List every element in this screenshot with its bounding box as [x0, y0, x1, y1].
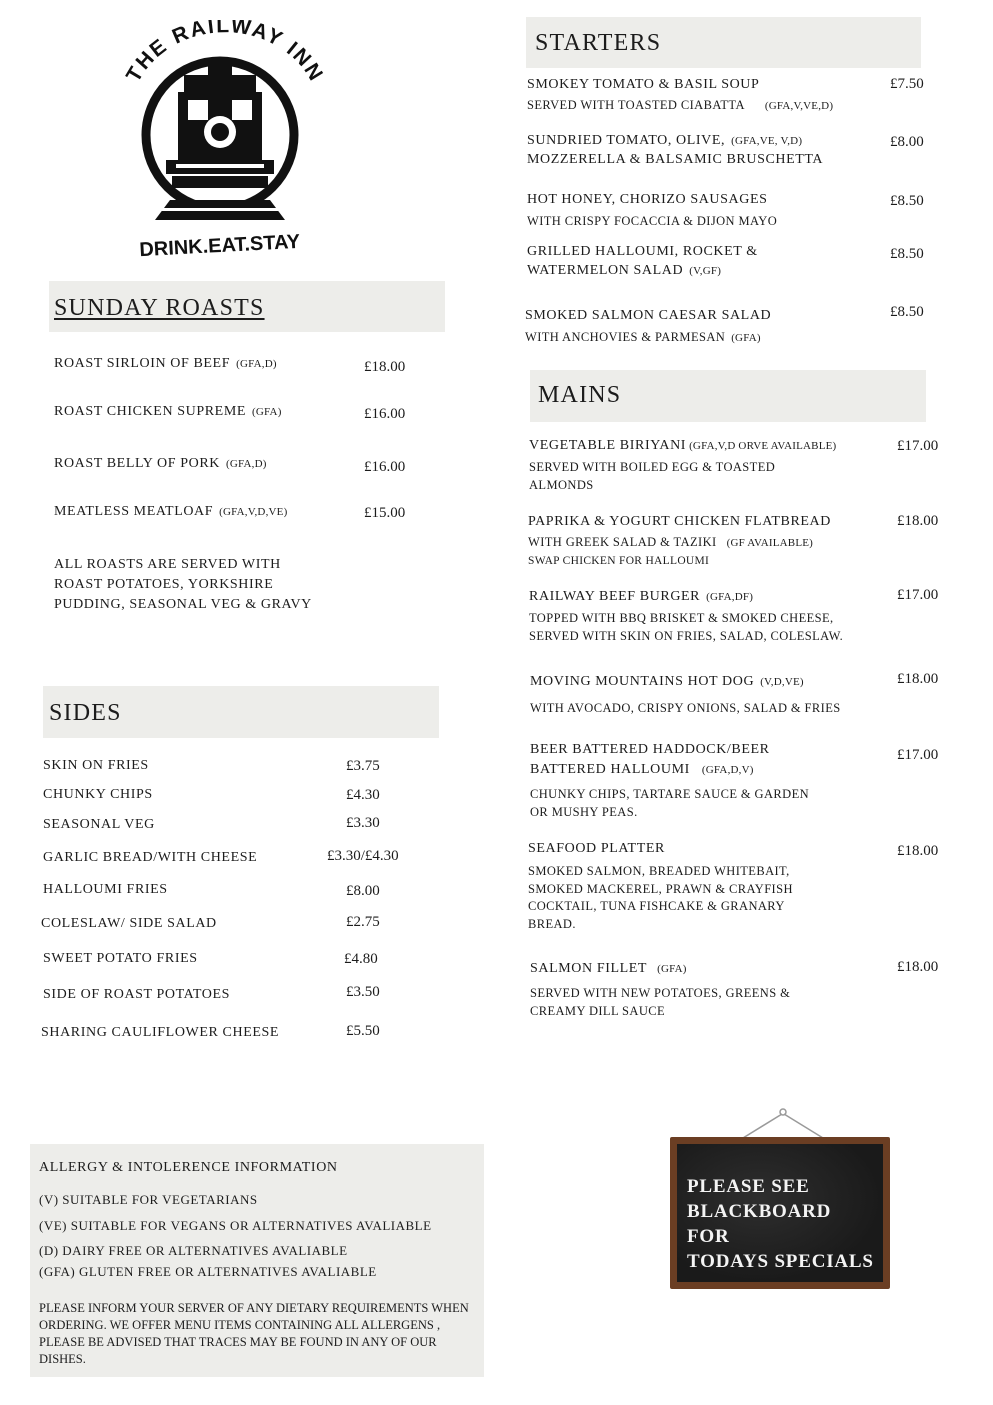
- starter-item-price: £8.00: [890, 134, 924, 150]
- side-item-name: SEASONAL VEG: [43, 817, 155, 832]
- side-item-price: £3.30: [346, 815, 380, 831]
- main-name-tag: (V,D,VE): [760, 676, 804, 688]
- roast-item-tag: (GFA): [252, 406, 282, 418]
- side-item-name: HALLOUMI FRIES: [43, 882, 168, 897]
- main-item-desc: [530, 984, 790, 1020]
- starter-item-name: SMOKED SALMON CAESAR SALAD: [525, 308, 772, 323]
- roast-item-name: ROAST SIRLOIN OF BEEF: [54, 356, 231, 371]
- roasts-serving-note: [54, 555, 312, 615]
- side-item-name: COLESLAW/ SIDE SALAD: [41, 916, 217, 931]
- allergy-line: (V) SUITABLE FOR VEGETARIANS: [39, 1192, 258, 1207]
- allergy-line: (GFA) GLUTEN FREE OR ALTERNATIVES AVALIABLE: [39, 1264, 377, 1279]
- main-name-text: MOVING MOUNTAINS HOT DOG: [530, 674, 755, 689]
- main-item-price: £17.00: [897, 747, 939, 763]
- main-item-name: PAPRIKA & YOGURT CHICKEN FLATBREAD: [528, 514, 831, 529]
- roast-item-tag: (GFA,V,D,VE): [219, 506, 288, 518]
- sunday-roasts-title: SUNDAY ROASTS: [54, 295, 265, 321]
- main-desc-line: OR MUSHY PEAS.: [530, 805, 638, 819]
- starter-item-price: £8.50: [890, 246, 924, 262]
- main-name-tag: (GFA,V,D ORVE AVAILABLE): [689, 440, 837, 452]
- allergy-line: (VE) SUITABLE FOR VEGANS OR ALTERNATIVES AVALIABLE: [39, 1218, 432, 1233]
- main-name2-tag: (GFA,D,V): [701, 764, 754, 776]
- sides-title: SIDES: [49, 700, 122, 726]
- main-item-name: BEER BATTERED HADDOCK/BEER: [530, 742, 770, 757]
- main-item-desc: [528, 533, 813, 552]
- starter-item-name: SMOKEY TOMATO & BASIL SOUP: [527, 77, 760, 92]
- roast-item: [54, 456, 267, 472]
- blackboard-line: PLEASE SEE: [687, 1176, 810, 1197]
- starter-item-desc: [525, 328, 761, 347]
- roasts-note-line: ALL ROASTS ARE SERVED WITH: [54, 557, 281, 572]
- starter-item-desc: WITH CRISPY FOCACCIA & DIJON MAYO: [527, 214, 778, 228]
- main-name-text: VEGETABLE BIRIYANI: [529, 438, 687, 453]
- starter-name2-text: WATERMELON SALAD: [527, 263, 684, 278]
- roast-item: [54, 356, 277, 372]
- blackboard-line: BLACKBOARD FOR: [687, 1201, 832, 1247]
- main-name2-text: BATTERED HALLOUMI: [530, 762, 690, 777]
- blackboard-line: TODAYS SPECIALS: [687, 1251, 874, 1272]
- main-name-tag: (GFA,DF): [706, 591, 754, 603]
- main-item-price: £18.00: [897, 513, 939, 529]
- starter-item-price: £8.50: [890, 304, 924, 320]
- side-item-name: SIDE OF ROAST POTATOES: [43, 987, 230, 1002]
- roast-item-price: £15.00: [364, 505, 406, 521]
- side-item-price: £8.00: [346, 883, 380, 899]
- main-desc-line: ALMONDS: [529, 478, 594, 492]
- roast-item-name: MEATLESS MEATLOAF: [54, 504, 214, 519]
- main-desc-line: CHUNKY CHIPS, TARTARE SAUCE & GARDEN: [530, 787, 810, 801]
- starter-name-tag: (GFA,VE, V,D): [731, 135, 803, 147]
- starter-item-desc: [527, 96, 833, 115]
- logo-tagline: DRINK.EAT.STAY: [138, 230, 301, 262]
- starter-item-price: £8.50: [890, 193, 924, 209]
- side-item-name: SWEET POTATO FRIES: [43, 951, 198, 966]
- main-item-desc: [530, 785, 809, 821]
- main-desc-line: SERVED WITH BOILED EGG & TOASTED: [529, 460, 776, 474]
- main-item-desc: [529, 458, 775, 494]
- side-item-name: SKIN ON FRIES: [43, 758, 149, 773]
- main-desc-tag: (GF AVAILABLE): [726, 537, 814, 549]
- starter-desc-text: WITH ANCHOVIES & PARMESAN: [525, 330, 726, 344]
- main-item-price: £18.00: [897, 843, 939, 859]
- blackboard-slate: [677, 1144, 883, 1282]
- main-desc-line: SERVED WITH SKIN ON FRIES, SALAD, COLESLAW.: [529, 629, 844, 643]
- allergy-info-box: [30, 1144, 484, 1377]
- starter-item-name: GRILLED HALLOUMI, ROCKET &: [527, 244, 758, 259]
- main-desc-line: TOPPED WITH BBQ BRISKET & SMOKED CHEESE,: [529, 611, 834, 625]
- roast-item-tag: (GFA,D): [236, 358, 277, 370]
- main-item-name: [530, 674, 804, 690]
- main-desc-line: BREAD.: [528, 916, 576, 931]
- allergy-note: PLEASE INFORM YOUR SERVER OF ANY DIETARY REQUIREMENTS WHEN ORDERING. WE OFFER MENU ITEMS CONTAINING ALL ALLERGENS , PLEASE BE ADVISED THAT TRACES MAY BE FOUND IN ANY OF OUR DISHES.: [39, 1301, 469, 1366]
- main-item-price: £18.00: [897, 959, 939, 975]
- starter-name2-tag: (V,GF): [689, 265, 722, 277]
- side-item-price: £3.30/£4.30: [327, 848, 399, 864]
- side-item-price: £5.50: [346, 1023, 380, 1039]
- railway-inn-logo: [110, 20, 330, 265]
- starter-item-name-line2: [527, 263, 721, 279]
- logo-arc-text: THE RAILWAY INN: [121, 20, 329, 87]
- main-item-name: [529, 438, 836, 454]
- main-item-name: [529, 589, 753, 605]
- side-item-price: £3.50: [346, 984, 380, 1000]
- starter-item-name: [527, 133, 802, 149]
- allergy-line: (D) DAIRY FREE OR ALTERNATIVES AVALIABLE: [39, 1243, 348, 1258]
- starters-title: STARTERS: [535, 30, 662, 56]
- main-item-desc: WITH AVOCADO, CRISPY ONIONS, SALAD & FRIES: [530, 701, 841, 715]
- starter-desc-tag: (GFA): [731, 332, 761, 344]
- roast-item-name: ROAST CHICKEN SUPREME: [54, 404, 247, 419]
- main-item-price: £17.00: [897, 438, 939, 454]
- roasts-note-line: ROAST POTATOES, YORKSHIRE: [54, 577, 274, 592]
- starter-item-name-line2: MOZZERELLA & BALSAMIC BRUSCHETTA: [527, 152, 824, 167]
- main-name-text: SALMON FILLET: [530, 961, 648, 976]
- main-item-extra: SWAP CHICKEN FOR HALLOUMI: [528, 555, 710, 567]
- main-name-text: RAILWAY BEEF BURGER: [529, 589, 701, 604]
- roast-item-price: £18.00: [364, 359, 406, 375]
- side-item-name: CHUNKY CHIPS: [43, 787, 153, 802]
- starter-desc-text: SERVED WITH TOASTED CIABATTA: [527, 98, 745, 112]
- main-desc-line: SMOKED SALMON, BREADED WHITEBAIT,: [528, 864, 790, 878]
- starter-item-name: HOT HONEY, CHORIZO SAUSAGES: [527, 192, 768, 207]
- roast-item-name: ROAST BELLY OF PORK: [54, 456, 220, 471]
- blackboard-hanger: [738, 1108, 828, 1140]
- main-name-tag: (GFA): [657, 963, 687, 975]
- side-item-price: £4.80: [344, 951, 378, 967]
- roast-item-price: £16.00: [364, 406, 406, 422]
- roast-item: [54, 404, 282, 420]
- main-desc-text: WITH GREEK SALAD & TAZIKI: [528, 535, 717, 549]
- side-item-name: SHARING CAULIFLOWER CHEESE: [41, 1025, 280, 1040]
- side-item-price: £3.75: [346, 758, 380, 774]
- main-item-price: £18.00: [897, 671, 939, 687]
- roast-item: [54, 504, 287, 520]
- roast-item-tag: (GFA,D): [225, 458, 267, 470]
- main-item-price: £17.00: [897, 587, 939, 603]
- allergy-title: ALLERGY & INTOLERENCE INFORMATION: [39, 1160, 338, 1175]
- roast-item-price: £16.00: [364, 459, 406, 475]
- side-item-price: £4.30: [346, 787, 380, 803]
- main-item-name-line2: [530, 762, 754, 778]
- main-item-desc: [529, 609, 843, 645]
- main-item-desc: [528, 863, 793, 933]
- specials-blackboard: [670, 1137, 890, 1289]
- mains-title: MAINS: [538, 382, 622, 408]
- main-item-name: SEAFOOD PLATTER: [528, 841, 665, 856]
- main-desc-line: SERVED WITH NEW POTATOES, GREENS &: [530, 986, 791, 1000]
- side-item-name: GARLIC BREAD/WITH CHEESE: [43, 850, 258, 865]
- main-desc-line: CREAMY DILL SAUCE: [530, 1004, 666, 1018]
- main-item-name: [530, 961, 687, 977]
- side-item-price: £2.75: [346, 914, 380, 930]
- roasts-note-line: PUDDING, SEASONAL VEG & GRAVY: [54, 597, 312, 612]
- main-desc-line: COCKTAIL, TUNA FISHCAKE & GRANARY: [528, 899, 785, 913]
- starter-desc-tag: (GFA,V,VE,D): [764, 100, 834, 112]
- starter-item-price: £7.50: [890, 76, 924, 92]
- starter-name-text: SUNDRIED TOMATO, OLIVE,: [527, 133, 726, 148]
- main-desc-line: SMOKED MACKEREL, PRAWN & CRAYFISH: [528, 881, 793, 896]
